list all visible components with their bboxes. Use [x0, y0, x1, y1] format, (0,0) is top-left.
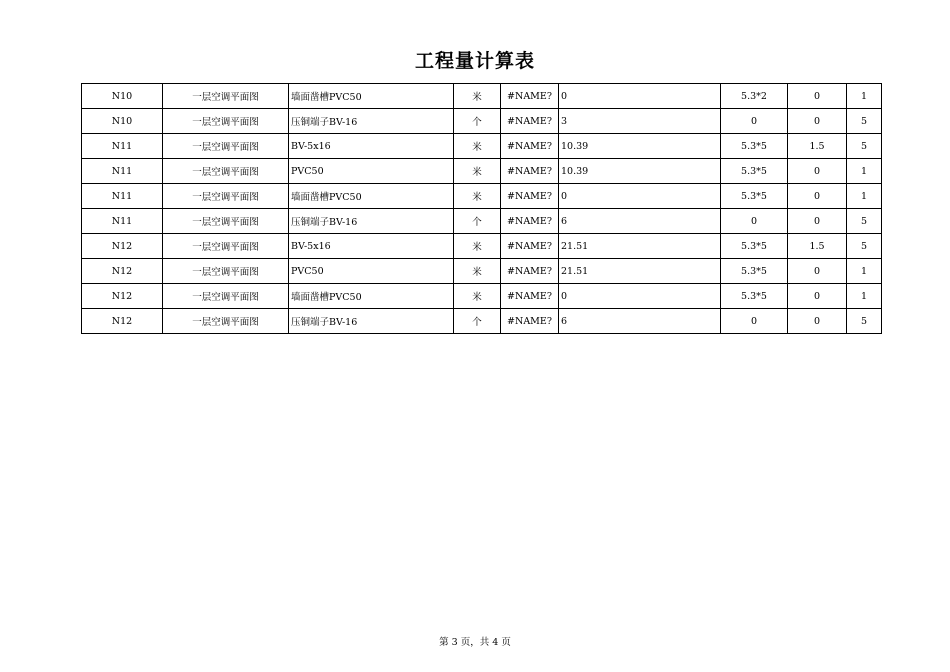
formula-cell: #NAME?	[501, 284, 559, 309]
table-row	[82, 134, 882, 159]
table-row	[82, 259, 882, 284]
item-name-cell: BV-5x16	[289, 134, 454, 159]
unit-cell: 米	[454, 284, 501, 309]
code-cell: N10	[82, 109, 163, 134]
expression-cell: 0	[721, 209, 788, 234]
count-cell: 1	[847, 84, 882, 109]
formula-cell: #NAME?	[501, 134, 559, 159]
code-cell: N11	[82, 134, 163, 159]
code-cell: N11	[82, 184, 163, 209]
table-row	[82, 209, 882, 234]
quantity-cell: 0	[559, 284, 721, 309]
expression-cell: 5.3*5	[721, 284, 788, 309]
drawing-cell: 一层空调平面图	[163, 159, 289, 184]
expression-cell: 5.3*2	[721, 84, 788, 109]
code-cell: N12	[82, 309, 163, 334]
drawing-cell: 一层空调平面图	[163, 234, 289, 259]
quantity-cell: 21.51	[559, 234, 721, 259]
drawing-cell: 一层空调平面图	[163, 184, 289, 209]
extra-cell: 0	[788, 84, 847, 109]
table-row	[82, 109, 882, 134]
expression-cell: 5.3*5	[721, 134, 788, 159]
unit-cell: 米	[454, 159, 501, 184]
unit-cell: 个	[454, 109, 501, 134]
item-name-cell: 墙面凿槽PVC50	[289, 84, 454, 109]
expression-cell: 5.3*5	[721, 259, 788, 284]
code-cell: N12	[82, 284, 163, 309]
drawing-cell: 一层空调平面图	[163, 109, 289, 134]
quantity-cell: 0	[559, 84, 721, 109]
quantity-table	[81, 83, 882, 334]
code-cell: N10	[82, 84, 163, 109]
quantity-cell: 0	[559, 184, 721, 209]
unit-cell: 个	[454, 209, 501, 234]
code-cell: N11	[82, 159, 163, 184]
item-name-cell: PVC50	[289, 259, 454, 284]
expression-cell: 0	[721, 109, 788, 134]
table-row	[82, 184, 882, 209]
code-cell: N11	[82, 209, 163, 234]
item-name-cell: PVC50	[289, 159, 454, 184]
code-cell: N12	[82, 234, 163, 259]
table-row	[82, 234, 882, 259]
drawing-cell: 一层空调平面图	[163, 134, 289, 159]
unit-cell: 个	[454, 309, 501, 334]
item-name-cell: 压铜端子BV-16	[289, 209, 454, 234]
quantity-cell: 21.51	[559, 259, 721, 284]
table-row	[82, 84, 882, 109]
unit-cell: 米	[454, 259, 501, 284]
unit-cell: 米	[454, 134, 501, 159]
table-row	[82, 284, 882, 309]
item-name-cell: 压铜端子BV-16	[289, 309, 454, 334]
drawing-cell: 一层空调平面图	[163, 284, 289, 309]
item-name-cell: 墙面凿槽PVC50	[289, 284, 454, 309]
item-name-cell: 压铜端子BV-16	[289, 109, 454, 134]
count-cell: 5	[847, 109, 882, 134]
table-body	[82, 84, 882, 334]
formula-cell: #NAME?	[501, 84, 559, 109]
count-cell: 1	[847, 259, 882, 284]
unit-cell: 米	[454, 84, 501, 109]
table-row	[82, 309, 882, 334]
extra-cell: 1.5	[788, 234, 847, 259]
drawing-cell: 一层空调平面图	[163, 259, 289, 284]
extra-cell: 0	[788, 259, 847, 284]
quantity-cell: 6	[559, 309, 721, 334]
unit-cell: 米	[454, 234, 501, 259]
expression-cell: 5.3*5	[721, 184, 788, 209]
count-cell: 5	[847, 209, 882, 234]
table-row	[82, 159, 882, 184]
formula-cell: #NAME?	[501, 259, 559, 284]
extra-cell: 0	[788, 109, 847, 134]
extra-cell: 0	[788, 209, 847, 234]
expression-cell: 5.3*5	[721, 234, 788, 259]
formula-cell: #NAME?	[501, 159, 559, 184]
page-title: 工程量计算表	[414, 50, 535, 72]
code-cell: N12	[82, 259, 163, 284]
item-name-cell: BV-5x16	[289, 234, 454, 259]
quantity-cell: 3	[559, 109, 721, 134]
count-cell: 1	[847, 284, 882, 309]
extra-cell: 0	[788, 284, 847, 309]
expression-cell: 5.3*5	[721, 159, 788, 184]
item-name-cell: 墙面凿槽PVC50	[289, 184, 454, 209]
count-cell: 1	[847, 159, 882, 184]
quantity-cell: 10.39	[559, 159, 721, 184]
drawing-cell: 一层空调平面图	[163, 84, 289, 109]
count-cell: 5	[847, 309, 882, 334]
extra-cell: 1.5	[788, 134, 847, 159]
formula-cell: #NAME?	[501, 184, 559, 209]
expression-cell: 0	[721, 309, 788, 334]
page-footer: 第 3 页，共 4 页	[439, 637, 511, 648]
drawing-cell: 一层空调平面图	[163, 309, 289, 334]
count-cell: 5	[847, 134, 882, 159]
quantity-cell: 10.39	[559, 134, 721, 159]
formula-cell: #NAME?	[501, 309, 559, 334]
count-cell: 5	[847, 234, 882, 259]
extra-cell: 0	[788, 159, 847, 184]
count-cell: 1	[847, 184, 882, 209]
formula-cell: #NAME?	[501, 109, 559, 134]
unit-cell: 米	[454, 184, 501, 209]
extra-cell: 0	[788, 309, 847, 334]
drawing-cell: 一层空调平面图	[163, 209, 289, 234]
formula-cell: #NAME?	[501, 234, 559, 259]
extra-cell: 0	[788, 184, 847, 209]
quantity-cell: 6	[559, 209, 721, 234]
formula-cell: #NAME?	[501, 209, 559, 234]
